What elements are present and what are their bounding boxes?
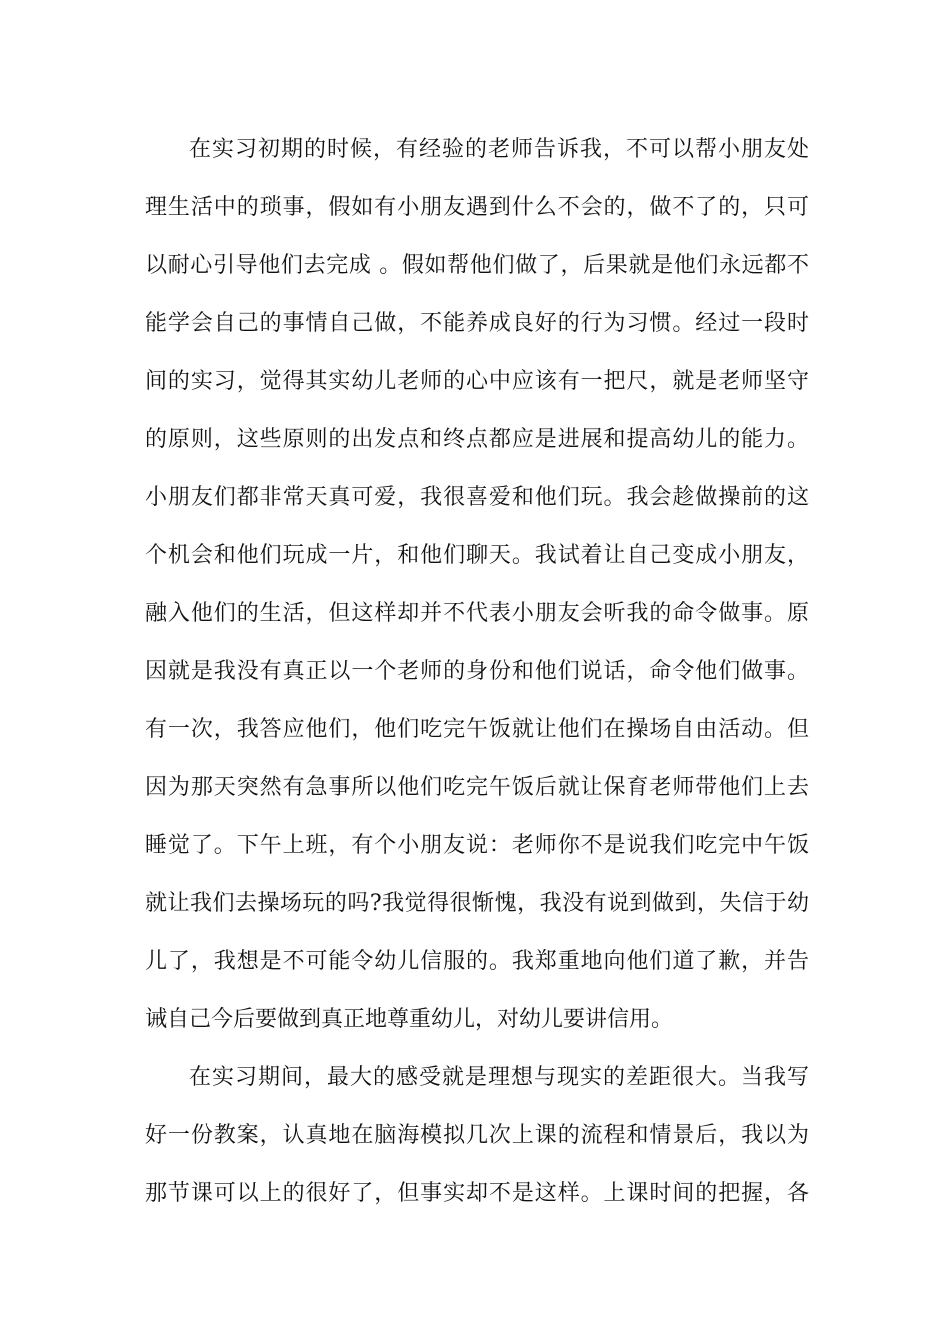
- text-line: 小朋友们都非常天真可爱，我很喜爱和他们玩。我会趁做操前的这: [145, 485, 809, 510]
- text-line: 融入他们的生活，但这样却并不代表小朋友会听我的命令做事。原: [145, 601, 809, 626]
- text-line: 在实习期间，最大的感受就是理想与现实的差距很大。当我写: [189, 1065, 809, 1090]
- text-line: 能学会自己的事情自己做，不能养成良好的行为习惯。经过一段时: [145, 311, 809, 336]
- text-line: 间的实习，觉得其实幼儿老师的心中应该有一把尺，就是老师坚守: [145, 369, 809, 394]
- text-line: 在实习初期的时候，有经验的老师告诉我，不可以帮小朋友处: [189, 137, 809, 162]
- text-line: 那节课可以上的很好了，但事实却不是这样。上课时间的把握，各: [145, 1181, 809, 1206]
- text-line: 就让我们去操场玩的吗?我觉得很惭愧，我没有说到做到，失信于幼: [145, 891, 809, 916]
- text-line: 诫自己今后要做到真正地尊重幼儿，对幼儿要讲信用。: [145, 1007, 674, 1032]
- text-line: 好一份教案，认真地在脑海模拟几次上课的流程和情景后，我以为: [145, 1123, 809, 1148]
- text-line: 理生活中的琐事，假如有小朋友遇到什么不会的，做不了的，只可: [145, 195, 809, 220]
- text-line: 因为那天突然有急事所以他们吃完午饭后就让保育老师带他们上去: [145, 775, 809, 800]
- text-line: 儿了，我想是不可能令幼儿信服的。我郑重地向他们道了歉，并告: [145, 949, 809, 974]
- text-line: 的原则，这些原则的出发点和终点都应是进展和提高幼儿的能力。: [145, 427, 809, 452]
- text-line: 个机会和他们玩成一片，和他们聊天。我试着让自己变成小朋友，: [145, 543, 809, 568]
- text-line: 有一次，我答应他们，他们吃完午饭就让他们在操场自由活动。但: [145, 717, 809, 742]
- text-line: 以耐心引导他们去完成 。假如帮他们做了，后果就是他们永远都不: [145, 253, 809, 278]
- text-line: 因就是我没有真正以一个老师的身份和他们说话，命令他们做事。: [145, 659, 809, 684]
- text-line: 睡觉了。下午上班，有个小朋友说：老师你不是说我们吃完中午饭: [145, 833, 809, 858]
